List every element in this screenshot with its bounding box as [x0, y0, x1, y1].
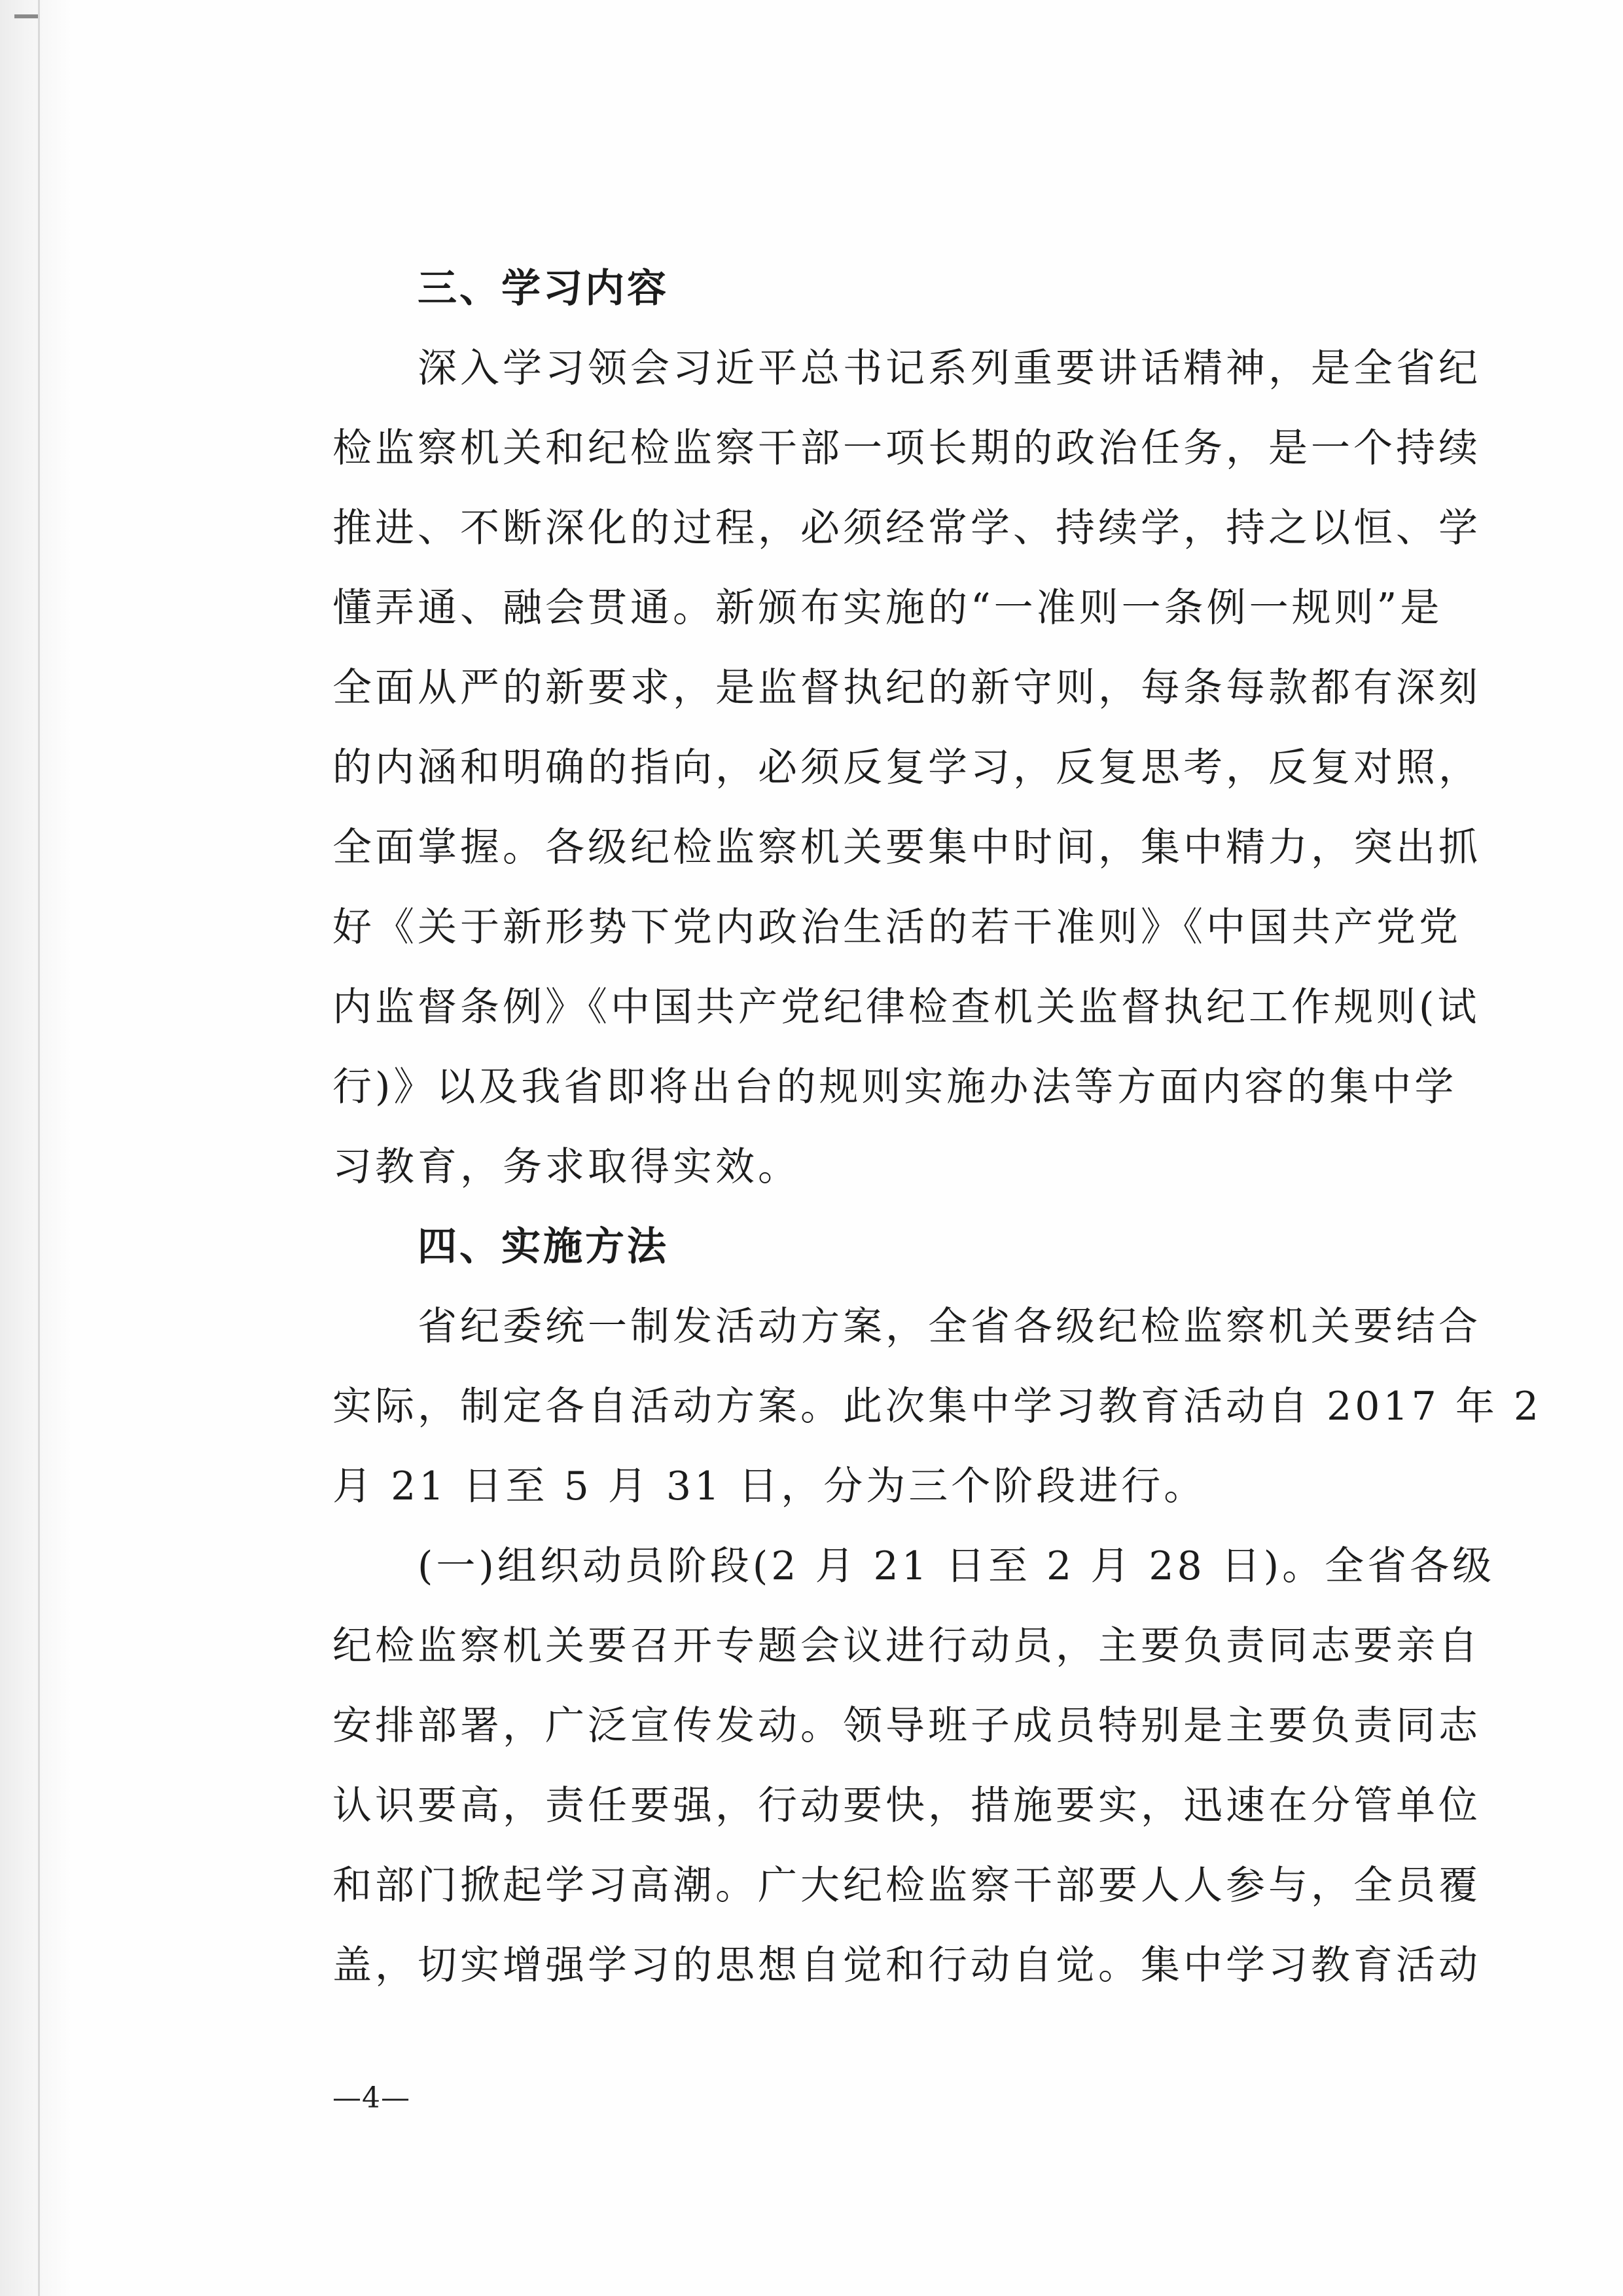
binding-edge-shadow [0, 0, 72, 2296]
paragraph-line: 和部门掀起学习高潮。广大纪检监察干部要人人参与，全员覆 [332, 1863, 1481, 1909]
paragraph-line: 懂弄通、融会贯通。新颁布实施的“一准则一条例一规则”是 [332, 585, 1443, 631]
section-heading-implementation: 四、实施方法 [418, 1224, 669, 1270]
paragraph-line: 安排部署，广泛宣传发动。领导班子成员特别是主要负责同志 [332, 1703, 1481, 1749]
document-body [332, 249, 1543, 2005]
paragraph-line: 检监察机关和纪检监察干部一项长期的政治任务，是一个持续 [332, 425, 1481, 471]
corner-scan-mark [14, 14, 38, 18]
paragraph-line: 的内涵和明确的指向，必须反复学习，反复思考，反复对照， [332, 745, 1481, 791]
paragraph-line: 省纪委统一制发活动方案，全省各级纪检监察机关要结合 [418, 1304, 1481, 1350]
paragraph-line: 全面掌握。各级纪检监察机关要集中时间，集中精力，突出抓 [332, 825, 1481, 870]
binding-fold-line [38, 0, 40, 2296]
paragraph-line: 内监督条例》《中国共产党纪律检查机关监督执纪工作规则(试 [332, 984, 1480, 1030]
paragraph-line: (一)组织动员阶段(2 月 21 日至 2 月 28 日)。全省各级 [418, 1543, 1495, 1589]
paragraph-line: 好《关于新形势下党内政治生活的若干准则》《中国共产党党 [332, 905, 1461, 950]
paragraph-line: 盖，切实增强学习的思想自觉和行动自觉。集中学习教育活动 [332, 1943, 1481, 1988]
paragraph-line: 纪检监察机关要召开专题会议进行动员，主要负责同志要亲自 [332, 1623, 1481, 1669]
page-number: —4— [332, 2081, 410, 2115]
paragraph-line: 深入学习领会习近平总书记系列重要讲话精神，是全省纪 [418, 346, 1481, 391]
paragraph-line: 实际，制定各自活动方案。此次集中学习教育活动自 2017 年 2 [332, 1384, 1543, 1429]
section-heading-study-content: 三、学习内容 [418, 266, 669, 312]
paragraph-line: 推进、不断深化的过程，必须经常学、持续学，持之以恒、学 [332, 505, 1481, 551]
paragraph-line: 习教育，务求取得实效。 [332, 1144, 800, 1190]
paragraph-line: 月 21 日至 5 月 31 日，分为三个阶段进行。 [332, 1463, 1207, 1509]
paragraph-line: 行)》以及我省即将出台的规则实施办法等方面内容的集中学 [332, 1064, 1457, 1110]
paragraph-line: 认识要高，责任要强，行动要快，措施要实，迅速在分管单位 [332, 1783, 1481, 1829]
paragraph-line: 全面从严的新要求，是监督执纪的新守则，每条每款都有深刻 [332, 665, 1481, 711]
